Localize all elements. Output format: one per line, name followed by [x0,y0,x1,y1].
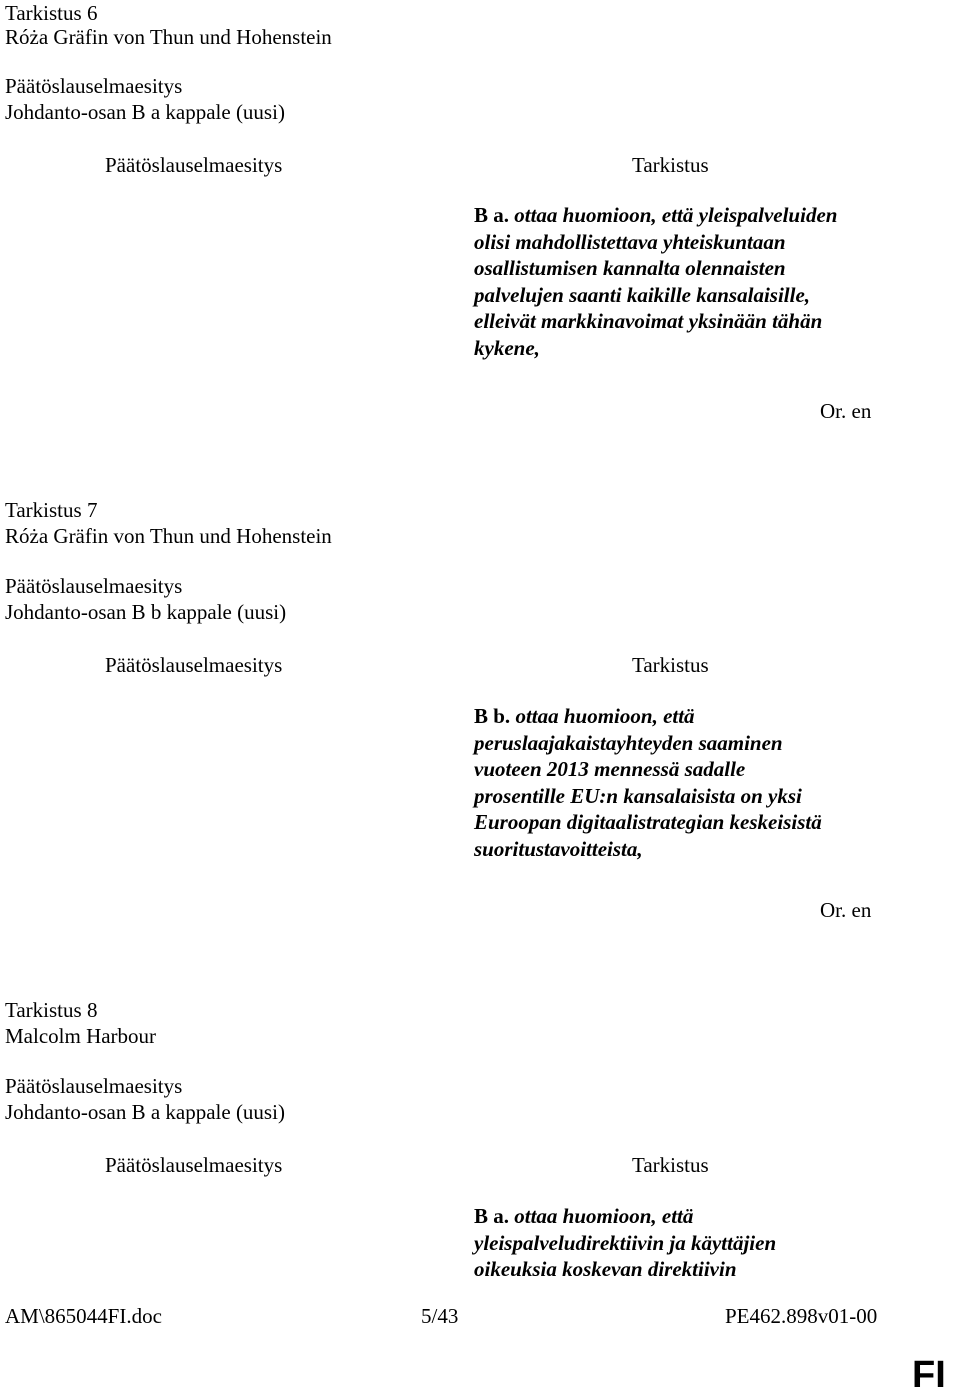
amendment-author: Malcolm Harbour [5,1024,157,1048]
text-lead: B a. [474,203,510,227]
amendment-location: Johdanto-osan B a kappale (uusi) [5,100,285,124]
text-line: peruslaajakaistayhteyden saaminen [474,730,783,755]
text-line: osallistumisen kannalta olennaisten [474,256,786,280]
text-line: yleispalveludirektiivin ja käyttäjien [474,1230,777,1255]
amendment-text [474,703,914,862]
column-header-amendment: Tarkistus [632,653,709,677]
text-lead: B a. [474,1204,510,1228]
amendment-number: Tarkistus 6 [5,1,98,25]
amendment-text [474,202,914,361]
column-header-original: Päätöslauselmaesitys [105,153,283,177]
text-lead: B b. [474,704,511,728]
text-line: suoritustavoitteista, [474,836,643,861]
text-line: elleivät markkinavoimat yksinään tähän [474,309,823,333]
text-line: Euroopan digitaalistrategian keskeisistä [474,810,822,834]
amendment-doc-type: Päätöslauselmaesitys [5,574,183,598]
text-line: vuoteen 2013 mennessä sadalle [474,757,746,781]
amendment-doc-type: Päätöslauselmaesitys [5,1074,183,1098]
amendment-number: Tarkistus 8 [5,998,98,1022]
language-mark: FI [912,1354,946,1396]
text-line: ottaa huomioon, että [509,1204,694,1228]
footer-doc-ref: AM\865044FI.doc [5,1304,162,1328]
amendment-location: Johdanto-osan B b kappale (uusi) [5,600,287,624]
amendment-author: Róża Gräfin von Thun und Hohenstein [5,524,332,548]
amendment-author: Róża Gräfin von Thun und Hohenstein [5,25,332,49]
footer-page-number: 5/43 [421,1304,459,1328]
original-language: Or. en [820,898,872,922]
column-header-amendment: Tarkistus [632,153,709,177]
text-line: ottaa huomioon, että yleispalveluiden [509,203,838,227]
text-line: oikeuksia koskevan direktiivin [474,1257,737,1281]
text-line: kykene, [474,335,540,360]
text-line: ottaa huomioon, että [510,704,695,728]
original-language: Or. en [820,399,872,423]
amendment-location: Johdanto-osan B a kappale (uusi) [5,1100,285,1124]
text-line: palvelujen saanti kaikille kansalaisille, [474,282,811,307]
amendment-number: Tarkistus 7 [5,498,98,522]
amendment-doc-type: Päätöslauselmaesitys [5,74,183,98]
amendment-text [474,1203,914,1283]
text-line: prosentille EU:n kansalaisista on yksi [474,783,802,808]
footer-pe-ref: PE462.898v01-00 [725,1304,878,1328]
text-line: olisi mahdollistettava yhteiskuntaan [474,229,786,254]
column-header-original: Päätöslauselmaesitys [105,653,283,677]
column-header-original: Päätöslauselmaesitys [105,1153,283,1177]
column-header-amendment: Tarkistus [632,1153,709,1177]
